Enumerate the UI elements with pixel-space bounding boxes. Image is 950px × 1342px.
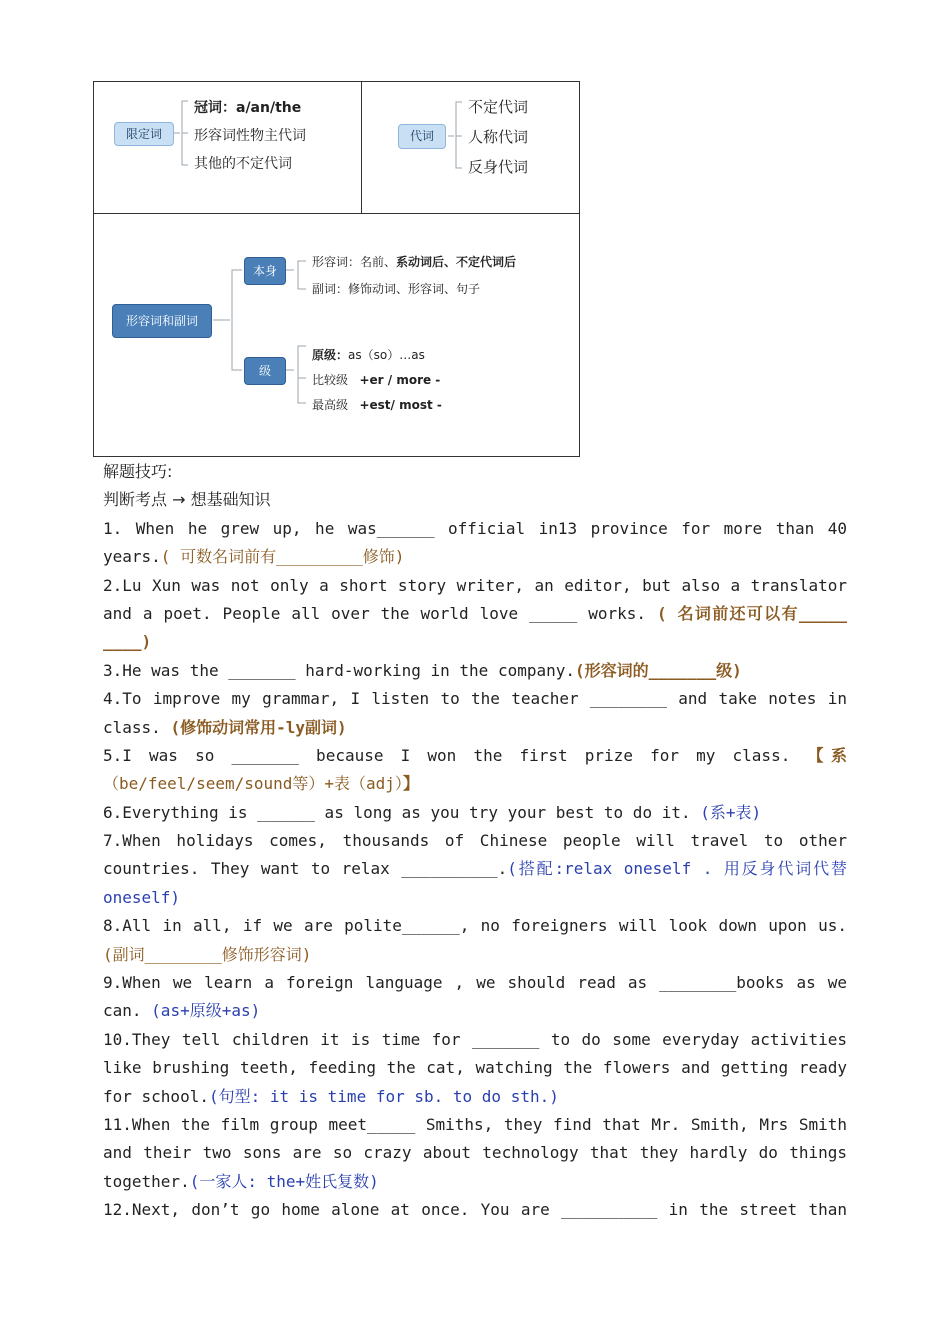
degree-comp-rule: +er / more - [359, 373, 441, 387]
q10-line2: like brushing teeth, feeding the cat, watching the flowers and getting ready [103, 1058, 847, 1078]
self-adj-rule [312, 253, 516, 270]
q9-line1: 9.When we learn a foreign language , we should read as ________books as we [103, 973, 847, 993]
degree-superlative [312, 396, 442, 413]
q9-hint: (as+原级+as) [151, 1001, 261, 1021]
q4-line2: class. (修饰动词常用-ly副词) [103, 717, 347, 737]
q1-hint: ( 可数名词前有_________修饰) [160, 547, 405, 567]
adj-adv-box: 形容词和副词 [112, 304, 212, 338]
degree-super-rule: +est/ most - [359, 398, 442, 412]
pronoun-item-reflexive: 反身代词 [468, 158, 529, 176]
pronoun-box: 代词 [398, 124, 446, 149]
limit-item-indefinite: 其他的不定代词 [194, 156, 292, 172]
self-adj-bold: 系动词后、不定代词后 [396, 255, 517, 269]
q11-line2: and their two sons are so crazy about technology that they hardly do things [103, 1143, 847, 1163]
limit-item-possessive: 形容词性物主代词 [194, 128, 306, 144]
degree-base [312, 346, 425, 363]
q2-line1: 2.Lu Xun was not only a short story writer, an editor, but also a translator [103, 575, 847, 595]
q7-line1: 7.When holidays comes, thousands of Chinese people will travel to other [103, 831, 847, 851]
q2-hint: ( 名词前还可以有_____ [656, 603, 847, 623]
q2-hint-cont: ____) [103, 632, 152, 652]
self-box: 本身 [244, 257, 286, 285]
q7-line2: countries. They want to relax __________.(搭配:relax oneself . 用反身代词代替 [103, 859, 847, 879]
q4-line1: 4.To improve my grammar, I listen to the teacher ________ and take notes in [103, 689, 847, 709]
q11-line3: together.(一家人: the+姓氏复数) [103, 1171, 379, 1191]
q2-line2: and a poet. People all over the world love _____ works. ( 名词前还可以有_____ [103, 603, 847, 623]
pronoun-cell [362, 82, 579, 213]
q6-hint: (系+表) [700, 802, 762, 822]
adj-adv-cell [94, 213, 579, 456]
q1-line2: years.( 可数名词前有_________修饰) [103, 547, 405, 567]
pronoun-item-indefinite: 不定代词 [468, 98, 529, 116]
q1-line1: 1. When he grew up, he was______ official in13 province for more than 40 [103, 518, 847, 538]
q8-line1: 8.All in all, if we are polite______, no foreigners will look down upon us. [103, 916, 847, 936]
q11-hint: (一家人: the+姓氏复数) [189, 1171, 379, 1191]
q12-line1: 12.Next, don’t go home alone at once. You are __________ in the street than [103, 1200, 847, 1220]
q8-hint: (副词________修饰形容词) [103, 944, 312, 964]
pronoun-item-personal: 人称代词 [468, 128, 529, 146]
degree-base-label: 原级： [312, 348, 349, 362]
q5-line1: 5.I was so _______ because I won the first prize for my class. 【系 [103, 745, 847, 765]
self-adv-rule: 副词：修饰动词、形容词、句子 [312, 282, 481, 296]
q4-hint: (修饰动词常用-ly副词) [170, 717, 347, 737]
heading-approach: 判断考点 → 想基础知识 [103, 490, 271, 510]
q3-hint: (形容词的_______级) [575, 660, 742, 680]
q5-hint: 【系 [807, 745, 847, 765]
limit-item-articles: 冠词：a/an/the [194, 100, 302, 116]
self-adj-prefix: 形容词：名前、 [312, 255, 397, 269]
q10-line3: for school.(句型: it is time for sb. to do sth.) [103, 1086, 559, 1106]
q7-hint-cont: oneself) [103, 887, 181, 907]
degree-super-label: 最高级 [312, 398, 349, 412]
degree-comp-label: 比较级 [312, 373, 349, 387]
exercise-text [103, 458, 847, 1225]
q10-line1: 10.They tell children it is time for _______ to do some everyday activities [103, 1029, 847, 1049]
q5-hint-cont: （be/feel/seem/sound等）+表（adj）】 [103, 774, 419, 794]
degree-comparative [312, 371, 440, 388]
q11-line1: 11.When the film group meet_____ Smiths, they find that Mr. Smith, Mrs Smith [103, 1114, 847, 1134]
degree-box: 级 [244, 357, 286, 385]
q6-line1: 6.Everything is ______ as long as you try your best to do it. (系+表) [103, 802, 762, 822]
q7-hint: (搭配:relax oneself . 用反身代词代替 [507, 859, 847, 879]
q9-line2: can. (as+原级+as) [103, 1001, 261, 1021]
heading-tips: 解题技巧: [103, 462, 173, 481]
q3-line1: 3.He was the _______ hard-working in the company.(形容词的_______级) [103, 660, 742, 680]
degree-base-rule: as（so）…as [348, 348, 425, 362]
limit-words-cell [94, 82, 362, 213]
grammar-diagram [93, 81, 580, 457]
limit-words-box: 限定词 [114, 122, 174, 146]
q10-hint: (句型: it is time for sb. to do sth.) [208, 1086, 559, 1106]
